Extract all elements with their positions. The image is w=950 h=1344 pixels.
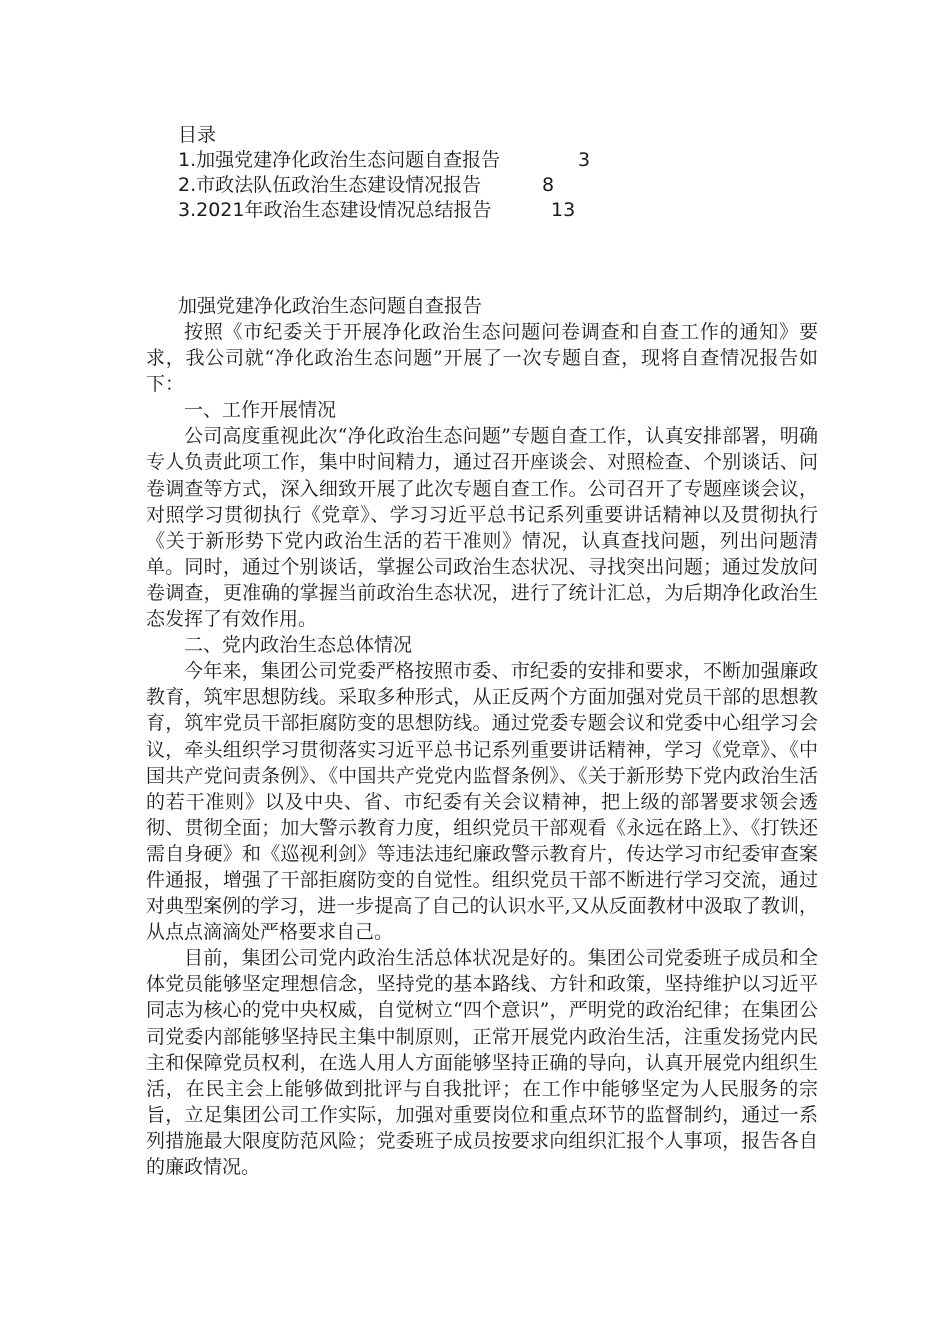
paragraph: 目前，集团公司党内政治生活总体状况是好的。集团公司党委班子成员和全体党员能够坚定理想信念，坚持党的基本路线、方针和政策，坚持维护以习近平同志为核心的党中央权威，自觉树立“四个意识”，严明党的政治纪律；在集团公司党委内部能够坚持民主集中制原则，正常开展党内政治生活，注重发扬党内民主和保障党员权利，在选人用人方面能够坚持正确的导向，认真开展党内组织生活，在民主会上能够做到批评与自我批评；在工作中能够坚定为人民服务的宗旨，立足集团公司工作实际，加强对重要岗位和重点环节的监督制约，通过一系列措施最大限度防范风险；党委班子成员按要求向组织汇报个人事项，报告各自的廉政情况。 — [146, 947, 818, 1178]
document-body — [146, 319, 818, 1180]
toc-item-page: 8 — [542, 174, 555, 196]
toc-item[interactable] — [178, 198, 590, 223]
paragraph: 今年来，集团公司党委严格按照市委、市纪委的安排和要求，不断加强廉政教育，筑牢思想防线。采取多种形式，从正反两个方面加强对党员干部的思想教育，筑牢党员干部拒腐防变的思想防线。通过党委专题会议和党委中心组学习会议，牵头组织学习贯彻落实习近平总书记系列重要讲话精神，学习《党章》、《中国共产党问责条例》、《中国共产党党内监督条例》、《关于新形势下党内政治生活的若干准则》以及中央、省、市纪委有关会议精神，把上级的部署要求领会透彻、贯彻全面；加大警示教育力度，组织党员干部观看《永远在路上》、《打铁还需自身硬》和《巡视利剑》等违法违纪廉政警示教育片，传达学习市纪委审查案件通报，增强了干部拒腐防变的自觉性。组织党员干部不断进行学习交流，通过对典型案例的学习，进一步提高了自己的认识水平,又从反面教材中汲取了教训，从点点滴滴处严格要求自己。 — [146, 660, 818, 944]
toc-item-page: 13 — [551, 199, 576, 221]
document-title: 加强党建净化政治生态问题自查报告 — [178, 295, 483, 317]
paragraph: 按照《市纪委关于开展净化政治生态问题问卷调查和自查工作的通知》要求，我公司就“净化政治生态问题”开展了一次专题自查，现将自查情况报告如下： — [146, 321, 818, 396]
table-of-contents — [178, 148, 590, 223]
toc-item[interactable] — [178, 148, 590, 173]
toc-item[interactable] — [178, 173, 590, 198]
toc-title: 目录 — [178, 124, 217, 146]
toc-item-title: 2.市政法队伍政治生态建设情况报告 — [178, 174, 482, 196]
toc-item-title: 3.2021年政治生态建设情况总结报告 — [178, 199, 492, 221]
section-heading: 一、工作开展情况 — [184, 399, 337, 422]
section-heading: 二、党内政治生态总体情况 — [184, 634, 413, 657]
toc-item-page: 3 — [578, 149, 591, 171]
toc-item-title: 1.加强党建净化政治生态问题自查报告 — [178, 149, 501, 171]
paragraph: 公司高度重视此次“净化政治生态问题”专题自查工作，认真安排部署，明确专人负责此项工作，集中时间精力，通过召开座谈会、对照检查、个别谈话、问卷调查等方式，深入细致开展了此次专题自查工作。公司召开了专题座谈会议，对照学习贯彻执行《党章》、学习习近平总书记系列重要讲话精神以及贯彻执行《关于新形势下党内政治生活的若干准则》情况，认真查找问题，列出问题清单。同时，通过个别谈话，掌握公司政治生态状况、寻找突出问题；通过发放问卷调查，更准确的掌握当前政治生态状况，进行了统计汇总，为后期净化政治生态发挥了有效作用。 — [146, 425, 818, 631]
